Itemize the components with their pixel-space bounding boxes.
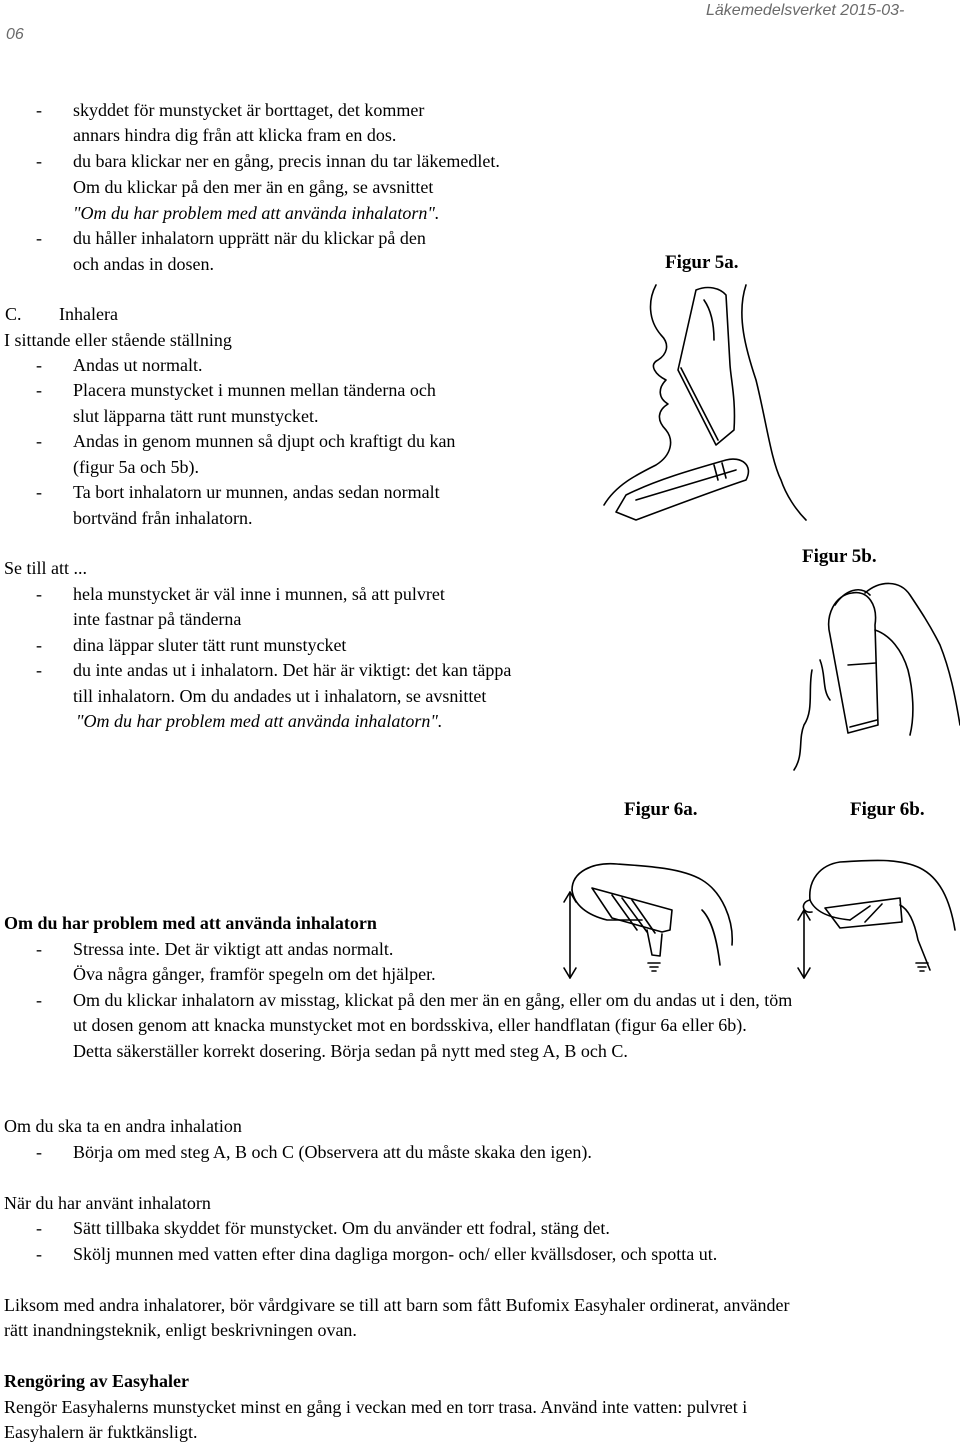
list-item-line: Ta bort inhalatorn ur munnen, andas sedan normalt [73,482,440,502]
list-item-line: Stressa inte. Det är viktigt att andas normalt. [73,939,394,959]
bullet-dash: - [36,1142,42,1162]
list-item-line: Placera munstycket i munnen mellan tänderna och [73,380,436,400]
figure-5a-caption: Figur 5a. [665,252,739,273]
list-item-line: Börja om med steg A, B och C (Observera att du måste skaka den igen). [73,1142,592,1162]
list-item-line: Om du klickar inhalatorn av misstag, klickat på den mer än en gång, eller om du andas ut i den, töm [73,990,793,1010]
face-inhaling-illustration [596,280,816,550]
bullet-dash: - [36,939,42,959]
list-item-line: (figur 5a och 5b). [73,457,199,477]
list-item-line: "Om du har problem med att använda inhalatorn". [73,203,440,223]
bullet-dash: - [36,584,42,604]
list-item-line: Öva några gånger, framför spegeln om det hjälper. [73,964,436,984]
bullet-dash: - [36,228,42,248]
figure-6a-caption: Figur 6a. [624,799,698,820]
bullet-dash: - [36,100,42,120]
list-item-line: skyddet för munstycket är borttaget, det kommer [73,100,425,120]
list-item-line: Sätt tillbaka skyddet för munstycket. Om du använder ett fodral, stäng det. [73,1218,610,1238]
bullet-dash: - [36,151,42,171]
list-item-line: "Om du har problem med att använda inhalatorn". [76,711,443,731]
children-paragraph-line: Liksom med andra inhalatorer, bör vårdgivare se till att barn som fått Bufomix Easyhaler ordinerat, använder [4,1295,790,1315]
list-item-line: och andas in dosen. [73,254,214,274]
figure-5b-caption: Figur 5b. [802,546,877,567]
list-item-line: du bara klickar ner en gång, precis innan du tar läkemedlet. [73,151,500,171]
list-item-line: du håller inhalatorn upprätt när du klickar på den [73,228,426,248]
bullet-dash: - [36,431,42,451]
cleaning-paragraph-line: Rengör Easyhalerns munstycket minst en gång i veckan med en torr trasa. Använd inte vatten: pulvret i [4,1397,748,1417]
list-item-line: annars hindra dig från att klicka fram en dos. [73,125,397,145]
children-paragraph-line: rätt inandningsteknik, enligt beskrivningen ovan. [4,1320,357,1340]
after-use-title: När du har använt inhalatorn [4,1193,211,1213]
list-item-line: bortvänd från inhalatorn. [73,508,253,528]
list-item-line: till inhalatorn. Om du andades ut i inhalatorn, se avsnittet [73,686,487,706]
list-item-line: Skölj munnen med vatten efter dina dagliga morgon- och/ eller kvällsdoser, och spotta ut. [73,1244,718,1264]
list-item-line: hela munstycket är väl inne i munnen, så att pulvret [73,584,445,604]
tap-mouthpiece-on-palm-illustration [790,850,960,985]
document-date: Läkemedelsverket 2015-03- [706,2,905,19]
bullet-dash: - [36,660,42,680]
list-item-line: Andas in genom munnen så djupt och kraftigt du kan [73,431,456,451]
bullet-dash: - [36,990,42,1010]
cleaning-title: Rengöring av Easyhaler [4,1371,190,1391]
document-date-continued: 06 [6,26,24,43]
second-inhalation-title: Om du ska ta en andra inhalation [4,1116,242,1136]
section-letter: C. [5,304,22,324]
list-item-line: du inte andas ut i inhalatorn. Det här är viktigt: det kan täppa [73,660,512,680]
list-item-line: dina läppar sluter tätt runt munstycket [73,635,347,655]
problem-section-title: Om du har problem med att använda inhalatorn [4,913,377,933]
list-item-line: inte fastnar på tänderna [73,609,242,629]
list-item-line: Andas ut normalt. [73,355,203,375]
bullet-dash: - [36,1218,42,1238]
section-title: Inhalera [59,304,118,324]
bullet-dash: - [36,635,42,655]
figure-6b-caption: Figur 6b. [850,799,925,820]
cleaning-paragraph-line: Easyhalern är fuktkänsligt. [4,1422,198,1442]
section-subtitle: I sittande eller stående ställning [4,330,232,350]
list-item-line: Om du klickar på den mer än en gång, se avsnittet [73,177,434,197]
list-item-line: slut läpparna tätt runt munstycket. [73,406,319,426]
bullet-dash: - [36,380,42,400]
checklist-title: Se till att ... [4,558,87,578]
bullet-dash: - [36,482,42,502]
bullet-dash: - [36,355,42,375]
list-item-line: ut dosen genom att knacka munstycket mot en bordsskiva, eller handflatan (figur 6a eller 6b). [73,1015,747,1035]
hand-inhaler-illustration [790,575,960,780]
bullet-dash: - [36,1244,42,1264]
list-item-line: Detta säkerställer korrekt dosering. Börja sedan på nytt med steg A, B och C. [73,1041,628,1061]
tap-mouthpiece-on-table-illustration [552,850,737,985]
